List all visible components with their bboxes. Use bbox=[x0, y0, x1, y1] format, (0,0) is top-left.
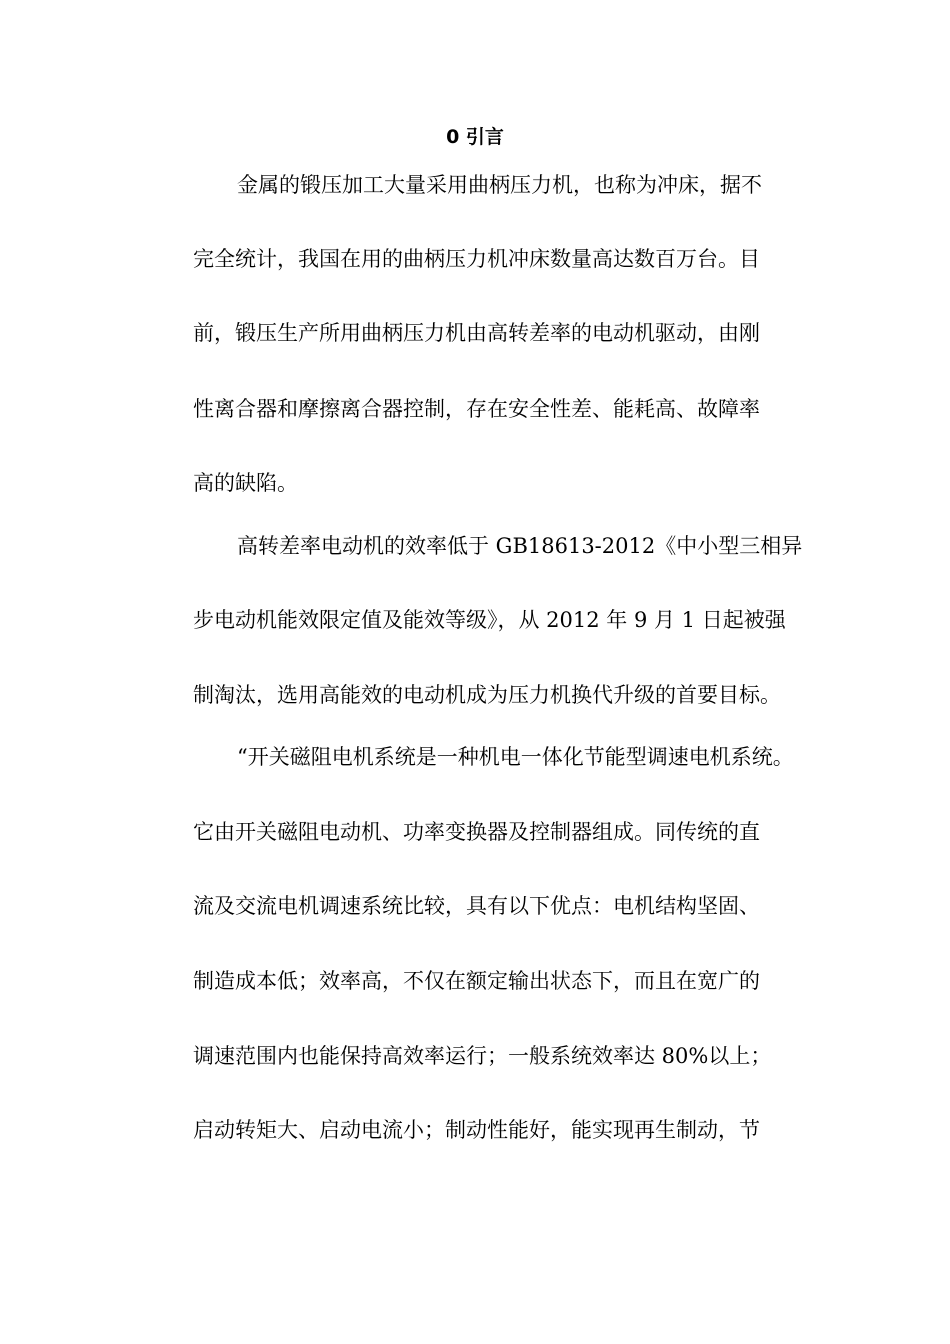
paragraph-3-line-5: 调速范围内也能保持高效率运行；一般系统效率达 80%以上； bbox=[193, 1044, 772, 1068]
paragraph-2-line-2: 步电动机能效限定值及能效等级》，从 2012 年 9 月 1 日起被强 bbox=[193, 608, 786, 632]
section-heading: 0 引言 bbox=[446, 126, 504, 148]
paragraph-1-line-5: 高的缺陷。 bbox=[193, 471, 298, 495]
paragraph-1-line-4: 性离合器和摩擦离合器控制，存在安全性差、能耗高、故障率 bbox=[193, 397, 760, 421]
paragraph-2-line-3: 制淘汰，选用高能效的电动机成为压力机换代升级的首要目标。 bbox=[193, 683, 781, 707]
paragraph-1-line-2: 完全统计，我国在用的曲柄压力机冲床数量高达数百万台。目 bbox=[193, 247, 760, 271]
paragraph-1-line-1: 金属的锻压加工大量采用曲柄压力机，也称为冲床，据不 bbox=[237, 173, 762, 197]
paragraph-3-line-1: “开关磁阻电机系统是一种机电一体化节能型调速电机系统。 bbox=[237, 745, 794, 769]
paragraph-3-line-2: 它由开关磁阻电动机、功率变换器及控制器组成。同传统的直 bbox=[193, 820, 760, 844]
paragraph-3-line-6: 启动转矩大、启动电流小；制动性能好，能实现再生制动，节 bbox=[193, 1118, 760, 1142]
paragraph-3-line-3: 流及交流电机调速系统比较，具有以下优点：电机结构坚固、 bbox=[193, 894, 760, 918]
paragraph-2-line-1: 高转差率电动机的效率低于 GB18613-2012《中小型三相异 bbox=[237, 534, 803, 558]
paragraph-1-line-3: 前，锻压生产所用曲柄压力机由高转差率的电动机驱动，由刚 bbox=[193, 321, 760, 345]
paragraph-3-line-4: 制造成本低；效率高，不仅在额定输出状态下，而且在宽广的 bbox=[193, 969, 760, 993]
